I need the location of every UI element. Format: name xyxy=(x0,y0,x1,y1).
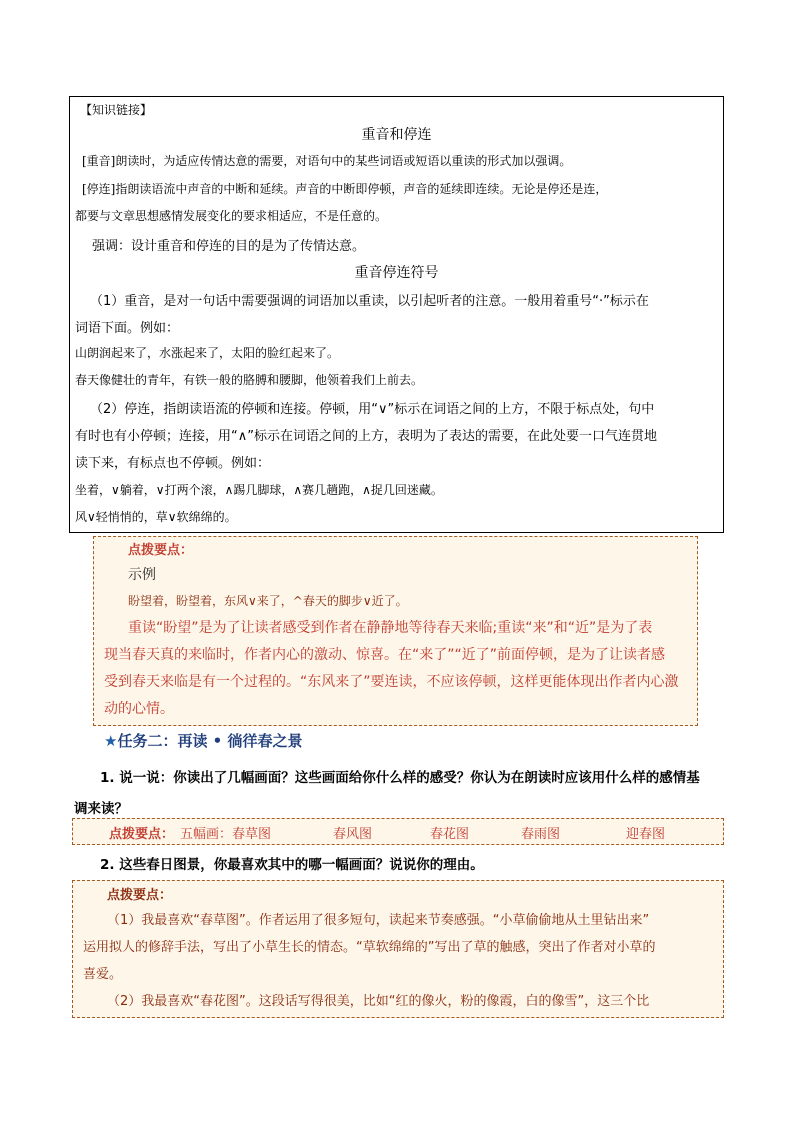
example-line-4: 风∨轻悄悄的，草∨软绵绵的。 xyxy=(75,510,237,524)
tip-box-3 xyxy=(72,880,724,1018)
tip-example: 盼望着，盼望着，东风∨来了，^春天的脚步∨近了。 xyxy=(128,594,408,608)
example-line-2: 春天像健壮的青年，有铁一般的胳膊和腰脚，他领着我们上前去。 xyxy=(75,373,424,387)
tip-box-2 xyxy=(72,818,724,845)
question-1-line2: 调来读？ xyxy=(74,801,128,817)
knowledge-header: 【知识链接】 xyxy=(80,103,153,117)
scene-item: 春花图 xyxy=(430,827,470,842)
tip-explanation-line4: 动的心情。 xyxy=(104,701,174,717)
scene-item: 五幅画：春草图 xyxy=(180,827,272,842)
tip-explanation-line2: 现当春天真的来临时，作者内心的激动、惊喜。在“来了”“近了”前面停顿，是为了让读者感 xyxy=(104,647,666,663)
stress-pause-title: 重音和停连 xyxy=(361,127,432,143)
answer-1-line1: （1）我最喜欢“春草图”。作者运用了很多短句，读起来节奏感强。“小草偷偷地从土里钻出来” xyxy=(107,913,650,928)
question-2: 2. 这些春日图景，你最喜欢其中的哪一幅画面？说说你的理由。 xyxy=(100,857,484,873)
task2-title: 任务二：再读 • 徜徉春之景 xyxy=(117,732,303,750)
tip-label: 点拨要点： xyxy=(128,543,194,558)
scene-item: 春风图 xyxy=(333,827,373,842)
scene-item: 迎春图 xyxy=(626,827,666,842)
stress-definition: [重音]朗读时，为适应传情达意的需要，对语句中的某些词语或短语以重读的形式加以强调。 xyxy=(82,154,572,168)
tip-box-1 xyxy=(93,536,698,726)
pause-explanation-line2: 有时也有小停顿；连接，用“∧”标示在词语之间的上方，表明为了表达的需要，在此处要一口气连贯地 xyxy=(75,429,657,444)
answer-2-line1: （2）我最喜欢“春花图”。这段话写得很美，比如“红的像火，粉的像霞，白的像雪”，这三个比 xyxy=(107,994,650,1009)
question-1-line1: 1. 说一说：你读出了几幅画面？这些画面给你什么样的感受？你认为在朗读时应该用什么样的感情基 xyxy=(100,770,700,786)
symbols-title: 重音停连符号 xyxy=(354,265,439,281)
example-line-3: 坐着，∨躺着，∨打两个滚，∧踢几脚球，∧赛几趟跑，∧捉几回迷藏。 xyxy=(75,483,443,497)
stress-explanation-line1: （1）重音，是对一句话中需要强调的词语加以重读，以引起听者的注意。一般用着重号“·”标示在 xyxy=(90,294,649,309)
pause-definition-line2: 都要与文章思想感情发展变化的要求相适应，不是任意的。 xyxy=(75,209,388,223)
tip-label: 点拨要点： xyxy=(109,827,175,842)
stress-explanation-line2: 词语下面。例如： xyxy=(75,321,180,336)
example-line-1: 山朗润起来了，水涨起来了，太阳的脸红起来了。 xyxy=(75,346,340,360)
pause-definition-line1: [停连]指朗读语流中声音的中断和延续。声音的中断即停顿，声音的延续即连续。无论是停还是连， xyxy=(82,182,608,196)
tip-explanation-line3: 受到春天来临是有一个过程的。“东风来了”要连读，不应该停顿，这样更能体现出作者内心激 xyxy=(104,674,679,690)
star-icon: ★ xyxy=(104,732,118,750)
tip-label: 点拨要点： xyxy=(107,888,173,903)
tip-explanation-line1: 重读“盼望”是为了让读者感受到作者在静静地等待春天来临;重读“来”和“近”是为了表 xyxy=(128,620,653,636)
emphasis-note: 强调：设计重音和停连的目的是为了传情达意。 xyxy=(92,239,366,254)
answer-1-line2: 运用拟人的修辞手法，写出了小草生长的情态。“草软绵绵的”写出了草的触感，突出了作者对小草的 xyxy=(83,940,656,955)
pause-explanation-line1: （2）停连，指朗读语流的停顿和连接。停顿，用“∨”标示在词语之间的上方，不限于标点处，句中 xyxy=(90,402,655,417)
scene-item: 春雨图 xyxy=(521,827,561,842)
example-label: 示例 xyxy=(128,567,156,583)
task2-heading xyxy=(104,730,303,751)
answer-1-line3: 喜爱。 xyxy=(83,967,123,982)
pause-explanation-line3: 读下来，有标点也不停顿。例如： xyxy=(75,456,271,471)
knowledge-link-box xyxy=(69,96,724,533)
